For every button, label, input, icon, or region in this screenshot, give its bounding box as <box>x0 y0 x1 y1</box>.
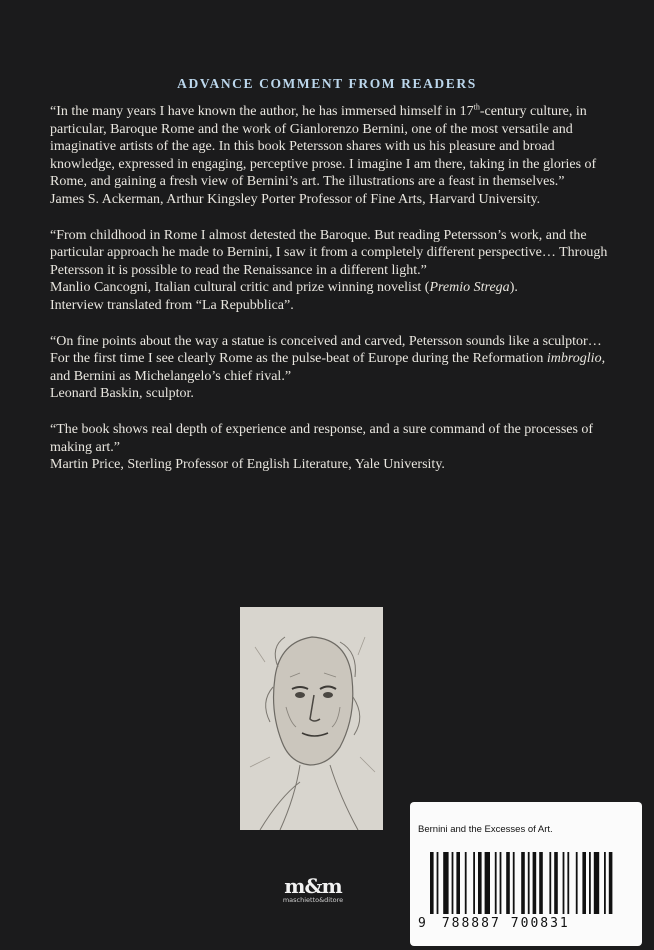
comment-quote: “From childhood in Rome I almost detested the Baroque. But reading Petersson’s work, and the particular approach he made to Bernini, I saw it from a completely different perspective… Through Petersson it is possible to read the Renaissance in a different light.” <box>50 227 608 278</box>
comment-quote: “On fine points about the way a statue is conceived and carved, Petersson sounds like a sculptor… For the first time I see clearly Rome as the pulse-beat of Europe during the Reformation imbroglio, and Bernini as Michelangelo’s chief rival.” <box>50 333 606 384</box>
comment-quote: “The book shows real depth of experience and response, and a sure command of the processes of making art.” <box>50 421 594 455</box>
comment-attribution: Leonard Baskin, sculptor. <box>50 386 194 402</box>
comment-attribution: Manlio Cancogni, Italian cultural critic and prize winning novelist (Premio Strega). <box>50 280 518 296</box>
isbn-digit-group: 788887 <box>441 916 501 931</box>
publisher-mark: m&m <box>284 874 342 898</box>
section-heading: ADVANCE COMMENT FROM READERS <box>177 76 477 91</box>
comment-attribution: Martin Price, Sterling Professor of English Literature, Yale University. <box>50 457 445 473</box>
isbn-digits <box>418 916 638 931</box>
comment-baskin <box>50 333 620 403</box>
sticker-title: Bernini and the Excesses of Art. <box>418 824 553 835</box>
barcode-sticker <box>410 802 642 946</box>
isbn-digit-group: 9 <box>418 916 426 931</box>
publisher-logo <box>263 874 363 904</box>
publisher-name: maschietto&ditore <box>282 896 344 904</box>
comment-quote: “In the many years I have known the author, he has immersed himself in 17th-century culture, in particular, Baroque Rome and the work of Gianlorenzo Bernini, one of the most versatile and imaginative artists of the age. In this book Petersson shares with us his pleasure and broad knowledge, expressed in engaging, perceptive prose. I imagine I am there, taking in the glories of Rome, and gaining a fresh view of Bernini’s art. The illustrations are a feast in themselves.” <box>50 102 597 190</box>
ordinal-superscript: th <box>473 102 480 112</box>
portrait-image <box>240 607 383 830</box>
isbn-digit-group: 700831 <box>510 916 570 931</box>
reader-comments <box>50 103 620 492</box>
barcode-icon <box>430 852 630 914</box>
comment-attribution: James S. Ackerman, Arthur Kingsley Porter Professor of Fine Arts, Harvard University. <box>50 191 541 207</box>
comment-ackerman <box>50 103 620 209</box>
comment-attribution-line2: Interview translated from “La Repubblica”. <box>50 297 294 313</box>
bernini-sketch-portrait-icon <box>240 607 383 830</box>
comment-cancogni <box>50 227 620 315</box>
comment-price <box>50 421 620 474</box>
